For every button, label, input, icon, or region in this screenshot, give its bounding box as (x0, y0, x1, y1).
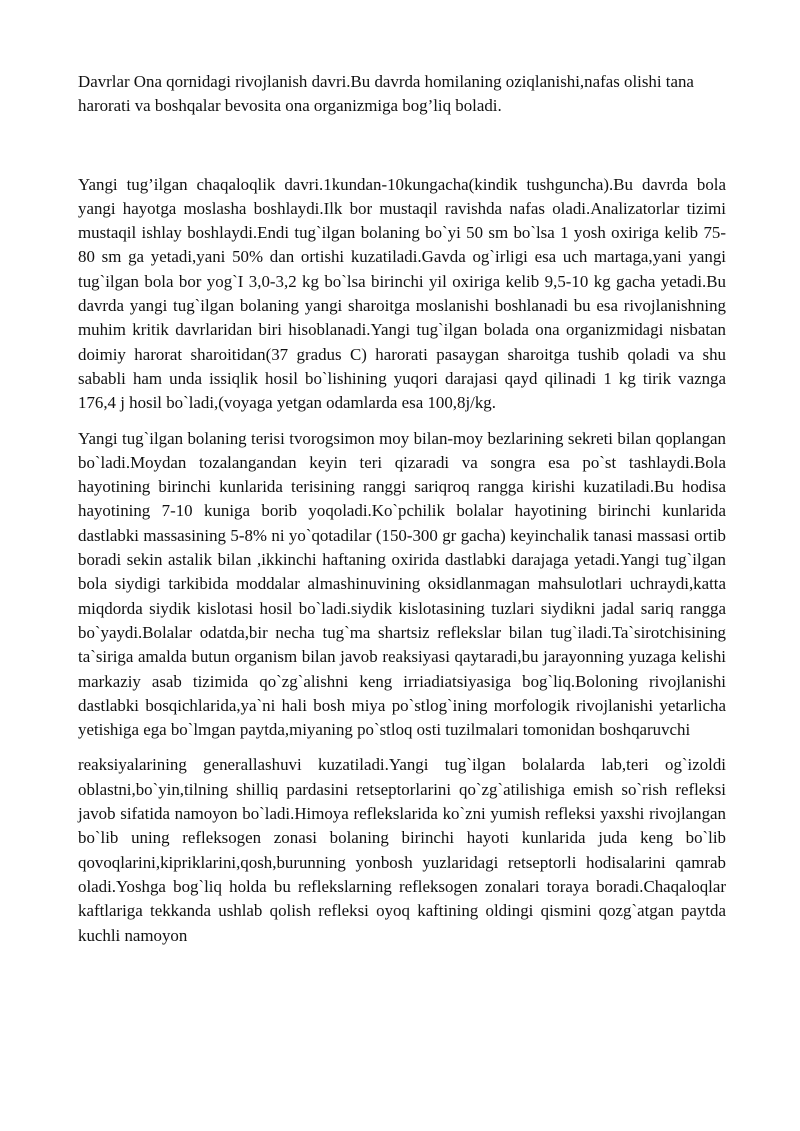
paragraph-prenatal-period: Davrlar Ona qornidagi rivojlanish davri.Bu davrda homilaning oziqlanishi,nafas olishi tana harorati va boshqalar bevosita ona organizmiga bog’liq boladi. (78, 72, 694, 116)
paragraph-newborn-skin: Yangi tug`ilgan bolaning terisi tvorogsimon moy bilan-moy bezlarining sekreti bilan qoplangan bo`ladi.Moydan tozalangandan keyin teri qizaradi va songra esa po`st tashlaydi.Bola hayotining birinchi kunlarida terisining ranggi sariqroq rangga kirishi kuzatiladi.Bu hodisa hayotining 7-10 kuniga borib yoqoladi.Ko`pchilik bolalar hayotining birinchi kunlarida dastlabki massasining 5-8% ni yo`qotadilar (150-300 gr gacha) keyinchalik tanasi massasi ortib boradi sekin astalik bilan ,ikkinchi haftaning oxirida dastlabki darajaga yetadi.Yangi tug`ilgan bola siydigi tarkibida moddalar almashinuvining oksidlanmagan mahsulotlari uchraydi,katta miqdorda siydik kislotasi hosil bo`ladi.siydik kislotasining tuzlari siydikni jadal sariq rangga bo`yaydi.Bolalar odatda,bir necha tug`ma shartsiz reflekslar bilan tug`iladi.Ta`sirotchisining ta`siriga amalda butun organism bilan javob reaksiyasi qaytaradi,bu jarayonning yuzaga kelishi markaziy asab tizimida qo`zg`alishni keng irriadiatsiyasiga bog`liq.Boloning rivojlanishi dastlabki bosqichlarida,ya`ni hali bosh miya po`stlog`ining morfologik rivojlanishi yetarlicha yetishiga ega bo`lmgan paytda,miyaning po`stloq osti tuzilmalari tomonidan boshqaruvchi (78, 428, 726, 740)
document-page (78, 70, 726, 948)
paragraph-newborn-period: Yangi tug’ilgan chaqaloqlik davri.1kundan-10kungacha(kindik tushguncha).Bu davrda bola yangi hayotga moslasha boshlaydi.Ilk bor mustaqil ravishda nafas oladi.Analizatorlar tizimi mustaqil ishlay boshlaydi.Endi tug`ilgan bolaning bo`yi 50 sm bo`lsa 1 yosh oxiriga kelib 75-80 sm ga yetadi,yani 50% dan ortishi kuzatiladi.Gavda og`irligi esa uch martaga,yani yangi tug`ilgan bola bor yog`I 3,0-3,2 kg bo`lsa birinchi yil oxiriga kelib 9,5-10 kg gacha yetadi.Bu davrda yangi tug`ilgan bolaning yangi sharoitga moslanishi boshlanadi bu esa rivojlanishning muhim kritik davrlaridan biri hisoblanadi.Yangi tug`ilgan bolada ona organizmidagi nisbatan doimiy harorat sharoitidan(37 gradus C) harorati pasaygan sharoitga tushib qoladi va shu sababli ham unda issiqlik hosil bo`lishining yuqori darajasi qayd qilinadi 1 kg tirik vaznga 176,4 j hosil bo`ladi,(voyaga yetgan odamlarda esa 100,8j/kg. (78, 174, 726, 413)
paragraph-reflexes: reaksiyalarining generallashuvi kuzatiladi.Yangi tug`ilgan bolalarda lab,teri og`izoldi oblastni,bo`yin,tilning shilliq pardasini retseptorlarini qo`zg`atilishiga emish so`rish refleksi javob sifatida namoyon bo`ladi.Himoya reflekslarida ko`zni yumish refleksi yaxshi rivojlangan bo`lib uning refleksogen zonasi bolaning birinchi hayoti kunlarida juda keng bo`lib qovoqlarini,kipriklarini,qosh,burunning yonbosh yuzlaridagi retseptorli hodisalarini qamrab oladi.Yoshga bog`liq holda bu reflekslarning refleksogen zonalari toraya boradi.Chaqaloqlar kaftlariga tekkanda ushlab qolish refleksi oyoq kaftining oldingi qismini qozg`atgan paytda kuchli namoyon (78, 755, 726, 945)
